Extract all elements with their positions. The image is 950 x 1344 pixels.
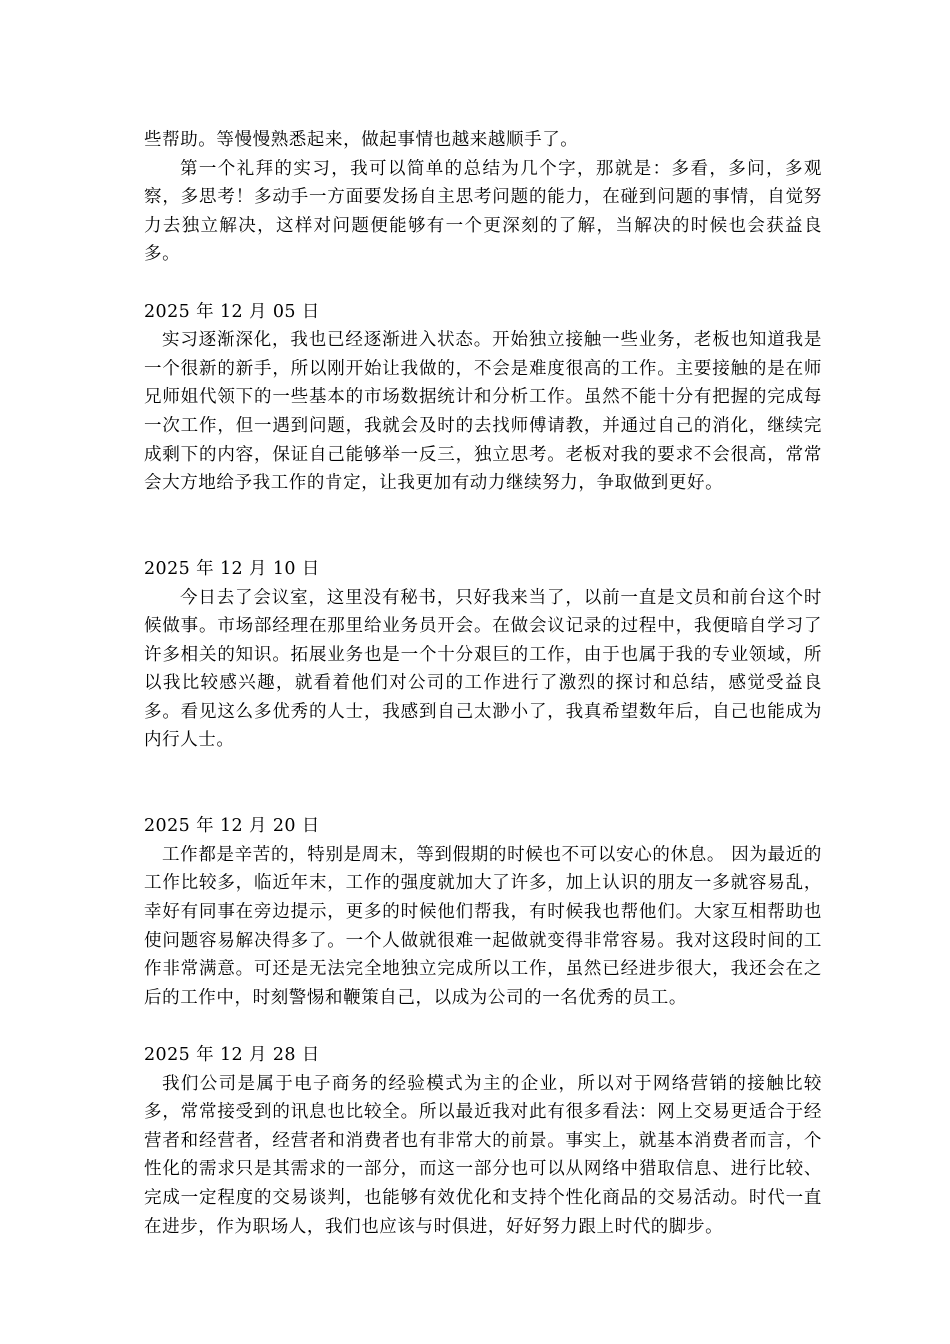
entry-date: 2025 年 12 月 05 日	[144, 301, 320, 322]
entry-paragraph: 实习逐渐深化，我也已经逐渐进入状态。开始独立接触一些业务，老板也知道我是一个很新的新手，所以刚开始让我做的，不会是难度很高的工作。主要接触的是在师兄师姐代领下的一些基本的市场数据统计和分析工作。虽然不能十分有把握的完成每一次工作，但一遇到问题，我就会及时的去找师傅请教，并通过自己的消化，继续完成剩下的内容，保证自己能够举一反三，独立思考。老板对我的要求不会很高，常常会大方地给予我工作的肯定，让我更加有动力继续努力，争取做到更好。	[144, 330, 822, 494]
intro-continuation-paragraph: 些帮助。等慢慢熟悉起来，做起事情也越来越顺手了。	[144, 130, 579, 150]
entry-paragraph: 我们公司是属于电子商务的经验模式为主的企业，所以对于网络营销的接触比较多，常常接受到的讯息也比较全。所以最近我对此有很多看法：网上交易更适合于经营者和经营者，经营者和消费者也有非常大的前景。事实上，就基本消费者而言，个性化的需求只是其需求的一部分，而这一部分也可以从网络中猎取信息、进行比较、完成一定程度的交易谈判，也能够有效优化和支持个性化商品的交易活动。时代一直在进步，作为职场人，我们也应该与时俱进，好好努力跟上时代的脚步。	[144, 1073, 822, 1237]
entry-date: 2025 年 12 月 20 日	[144, 816, 320, 837]
entry-paragraph: 今日去了会议室，这里没有秘书，只好我来当了，以前一直是文员和前台这个时候做事。市场部经理在那里给业务员开会。在做会议记录的过程中，我便暗自学习了许多相关的知识。拓展业务也是一个十分艰巨的工作，由于也属于我的专业领域，所以我比较感兴趣，就看着他们对公司的工作进行了激烈的探讨和总结，感觉受益良多。看见这么多优秀的人士，我感到自己太渺小了，我真希望数年后，自己也能成为内行人士。	[144, 587, 822, 751]
spacer	[144, 755, 822, 812]
spacer	[144, 1012, 822, 1041]
spacer	[144, 269, 822, 298]
intro-summary-paragraph: 第一个礼拜的实习，我可以简单的总结为几个字，那就是：多看，多问，多观察，多思考！多动手一方面要发扬自主思考问题的能力，在碰到问题的事情，自觉努力去独立解决，这样对问题便能够有一个更深刻的了解，当解决的时候也会获益良多。	[144, 158, 822, 265]
entry-paragraph: 工作都是辛苦的，特别是周末，等到假期的时候也不可以安心的休息。 因为最近的工作比较多，临近年末，工作的强度就加大了许多，加上认识的朋友一多就容易乱，幸好有同事在旁边提示，更多的时候他们帮我，有时候我也帮他们。大家互相帮助也使问题容易解决得多了。一个人做就很难一起做就变得非常容易。我对这段时间的工作非常满意。可还是无法完全地独立完成所以工作，虽然已经进步很大，我还会在之后的工作中，时刻警惕和鞭策自己，以成为公司的一名优秀的员工。	[144, 844, 822, 1008]
spacer	[144, 498, 822, 555]
entry-date: 2025 年 12 月 28 日	[144, 1045, 320, 1065]
document-body	[144, 126, 822, 1241]
entry-date: 2025 年 12 月 10 日	[144, 558, 320, 579]
